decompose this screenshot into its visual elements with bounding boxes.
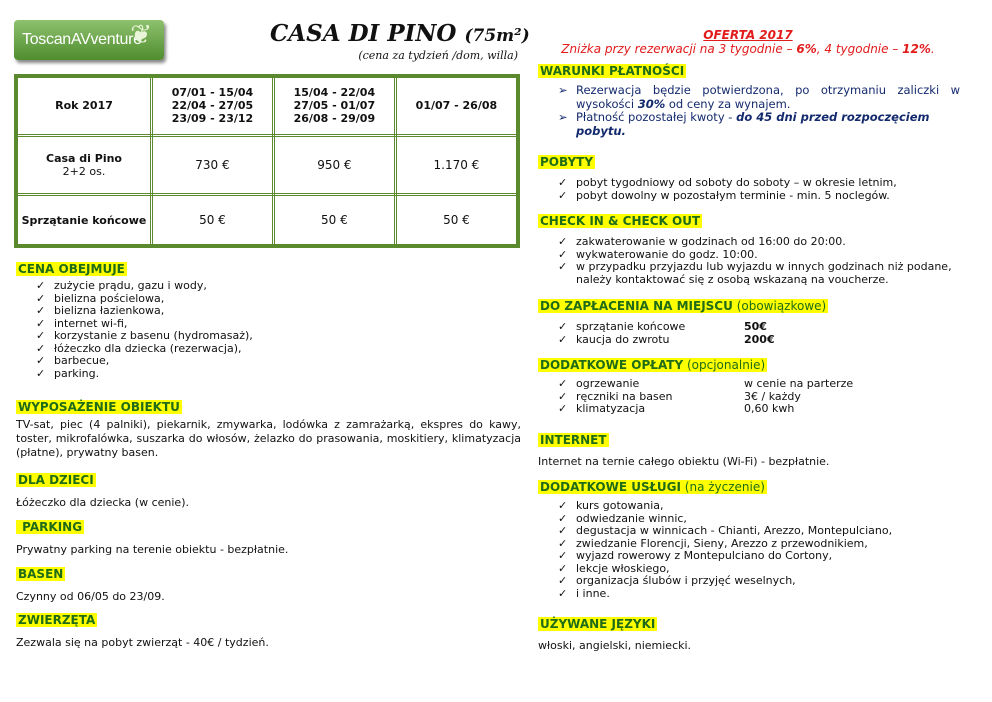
item-value: 0,60 kwh	[744, 402, 795, 415]
section-header: DLA DZIECI	[18, 473, 94, 487]
section-header: PARKING	[18, 520, 83, 534]
offer-text-b: , 4 tygodnie –	[816, 42, 903, 56]
list-item	[558, 111, 960, 138]
section-text: Prywatny parking na terenie obiektu - bezpłatnie.	[16, 543, 289, 556]
section-header: WARUNKI PŁATNOŚCI	[540, 64, 685, 78]
section-header	[538, 299, 828, 313]
cleaning-label-cell: Sprzątanie końcowe	[16, 195, 152, 246]
section-text: Zezwala się na pobyt zwierząt - 40€ / tydzień.	[16, 636, 269, 649]
section-text: Internet na ternie całego obiektu (Wi-Fi) - bezpłatnie.	[538, 455, 830, 468]
offer-text-c: .	[930, 42, 935, 56]
list-item: ✓ wykwaterowanie do godz. 10:00.	[558, 249, 960, 262]
list-item: ✓ barbecue,	[36, 355, 521, 368]
item-value: 200€	[744, 332, 775, 346]
period-line: 27/05 - 01/07	[293, 99, 376, 113]
cena-list	[36, 280, 521, 380]
header-sub: (na życzenie)	[680, 480, 765, 494]
item-emphasis: 30%	[637, 96, 666, 111]
section-header	[538, 358, 767, 372]
section-basen	[16, 567, 521, 604]
period-line: 01/07 - 26/08	[415, 99, 498, 113]
list-item: ✓ wyjazd rowerowy z Montepulciano do Cortony,	[558, 550, 960, 563]
list-item: ✓ korzystanie z basenu (hydromasaż),	[36, 330, 521, 343]
list-item	[558, 334, 960, 347]
checkin-list	[558, 236, 960, 286]
table-row	[16, 135, 518, 194]
list-item	[558, 403, 960, 416]
section-header: WYPOSAŻENIE OBIEKTU	[18, 400, 180, 414]
header-sub: (obowiązkowe)	[732, 299, 827, 313]
period-cell-2	[273, 76, 395, 135]
leaf-icon: ❦	[130, 20, 152, 50]
offer-box	[538, 28, 958, 56]
casa-label: Casa di Pino	[46, 152, 122, 166]
list-item: ✓ bielizna łazienkowa,	[36, 305, 521, 318]
header-text: DODATKOWE OPŁATY	[540, 358, 684, 372]
list-item: ✓ i inne.	[558, 588, 960, 601]
section-header: CENA OBEJMUJE	[18, 262, 125, 276]
list-item: ✓ łóżeczko dla dziecka (rezerwacja),	[36, 343, 521, 356]
item-key: ✓ ogrzewanie	[576, 377, 640, 390]
list-item	[558, 321, 960, 334]
section-checkin	[538, 214, 960, 286]
section-header: CHECK IN & CHECK OUT	[540, 214, 701, 228]
section-zwierzeta	[16, 613, 521, 650]
section-header: ZWIERZĘTA	[18, 613, 96, 627]
section-dzieci	[16, 473, 521, 510]
price-cell: 950 €	[273, 135, 395, 194]
section-warunki	[538, 64, 960, 138]
list-item: ✓ bielizna pościelowa,	[36, 293, 521, 306]
list-item: ✓ w przypadku przyjazdu lub wyjazdu w innych godzinach niż podane, należy kontaktować się z osobą wskazaną na voucherze.	[558, 261, 960, 286]
list-item: ✓ degustacja w winnicach - Chianti, Arezzo, Montepulciano,	[558, 525, 960, 538]
list-item: ✓ kurs gotowania,	[558, 500, 960, 513]
item-key: ✓ ręczniki na basen	[576, 389, 673, 403]
list-item: ✓ odwiedzanie winnic,	[558, 513, 960, 526]
period-line: 15/04 - 22/04	[293, 86, 376, 100]
page-title	[270, 20, 530, 47]
item-emphasis: do 45 dni przed rozpoczęciem pobytu.	[576, 110, 930, 138]
list-item	[558, 378, 960, 391]
section-pobyty	[538, 155, 960, 202]
item-value: 3€ / każdy	[744, 389, 801, 403]
item-text: Płatność pozostałej kwoty -	[576, 110, 737, 124]
list-item: ✓ organizacja ślubów i przyjęć weselnych,	[558, 575, 960, 588]
item-key: ✓ kaucja do zwrotu	[576, 332, 670, 346]
item-key: ✓ sprzątanie końcowe	[576, 320, 686, 333]
header-text: DO ZAPŁACENIA NA MIEJSCU	[540, 299, 733, 313]
list-item	[558, 84, 960, 111]
section-header: BASEN	[18, 567, 64, 581]
section-header: UŻYWANE JĘZYKI	[540, 617, 656, 631]
price-cell: 50 €	[152, 195, 274, 246]
casa-sublabel: 2+2 os.	[62, 165, 106, 179]
logo	[14, 20, 164, 60]
casa-label-cell	[16, 135, 152, 194]
price-cell: 50 €	[273, 195, 395, 246]
list-item: ✓ zużycie prądu, gazu i wody,	[36, 280, 521, 293]
list-item: ✓ zakwaterowanie w godzinach od 16:00 do 20:00.	[558, 236, 960, 249]
section-oplaty	[538, 358, 960, 416]
list-item: ✓ zwiedzanie Florencji, Sieny, Arezzo z przewodnikiem,	[558, 538, 960, 551]
list-item: ✓ pobyt dowolny w pozostałym terminie - min. 5 noclegów.	[558, 190, 960, 203]
section-zaplacenia	[538, 299, 960, 346]
table-row	[16, 76, 518, 135]
period-cell-1	[152, 76, 274, 135]
price-cell: 50 €	[395, 195, 518, 246]
offer-pct-a: 6%	[796, 42, 817, 56]
pobyty-list	[558, 177, 960, 202]
list-item: ✓ parking.	[36, 368, 521, 381]
list-item: ✓ lekcje włoskiego,	[558, 563, 960, 576]
offer-header: OFERTA 2017	[703, 28, 793, 42]
offer-pct-b: 12%	[902, 42, 931, 56]
offer-text	[538, 42, 958, 56]
section-internet	[538, 433, 960, 469]
header-text: DODATKOWE USŁUGI	[540, 480, 681, 494]
list-item: ✓ pobyt tygodniowy od soboty do soboty – w okresie letnim,	[558, 177, 960, 190]
section-header: INTERNET	[540, 433, 607, 447]
section-header: POBYTY	[540, 155, 594, 169]
offer-text-a: Zniżka przy rezerwacji na 3 tygodnie –	[561, 42, 797, 56]
year-cell: Rok 2017	[16, 76, 152, 135]
warunki-list	[558, 84, 960, 138]
header-sub: (opcjonalnie)	[683, 358, 766, 372]
uslugi-list	[558, 500, 960, 600]
zaplacenia-list	[558, 321, 960, 346]
section-wyposazenie	[16, 400, 521, 460]
section-text: włoski, angielski, niemiecki.	[538, 639, 692, 652]
logo-text: ToscanAVventure	[22, 31, 142, 48]
section-text: Łóżeczko dla dziecka (w cenie).	[16, 496, 189, 509]
period-line: 23/09 - 23/12	[171, 112, 254, 126]
section-jezyki	[538, 617, 960, 653]
oplaty-list	[558, 378, 960, 416]
list-item: ✓ internet wi-fi,	[36, 318, 521, 331]
title-main: CASA DI PINO	[270, 20, 457, 47]
section-parking	[16, 520, 521, 557]
item-key: ✓ klimatyzacja	[576, 402, 646, 415]
section-text: TV-sat, piec (4 palniki), piekarnik, zmywarka, lodówka z zamrażarką, ekspres do kawy, toster, mikrofalówka, suszarka do włosów, żelazko do prasowania, moskitiery, klimatyzacja (płatne), prywatny basen.	[16, 418, 521, 459]
item-value: w cenie na parterze	[744, 377, 854, 390]
price-cell: 1.170 €	[395, 135, 518, 194]
item-text: od ceny za wynajem.	[665, 96, 791, 111]
section-uslugi	[538, 480, 960, 600]
table-row	[16, 195, 518, 246]
item-value: 50€	[744, 320, 767, 333]
period-line: 22/04 - 27/05	[171, 99, 254, 113]
section-cena	[16, 262, 521, 380]
period-line: 26/08 - 29/09	[293, 112, 376, 126]
item-text: Rezerwacja będzie potwierdzona, po otrzymaniu zaliczki w wysokości	[576, 83, 960, 111]
period-cell-3	[395, 76, 518, 135]
section-header	[538, 480, 767, 494]
price-table	[14, 74, 520, 248]
period-line: 07/01 - 15/04	[171, 86, 254, 100]
price-cell: 730 €	[152, 135, 274, 194]
section-text: Czynny od 06/05 do 23/09.	[16, 590, 165, 603]
title-area: (75m²)	[464, 26, 530, 46]
page-subtitle: (cena za tydzień /dom, willa)	[358, 49, 518, 62]
